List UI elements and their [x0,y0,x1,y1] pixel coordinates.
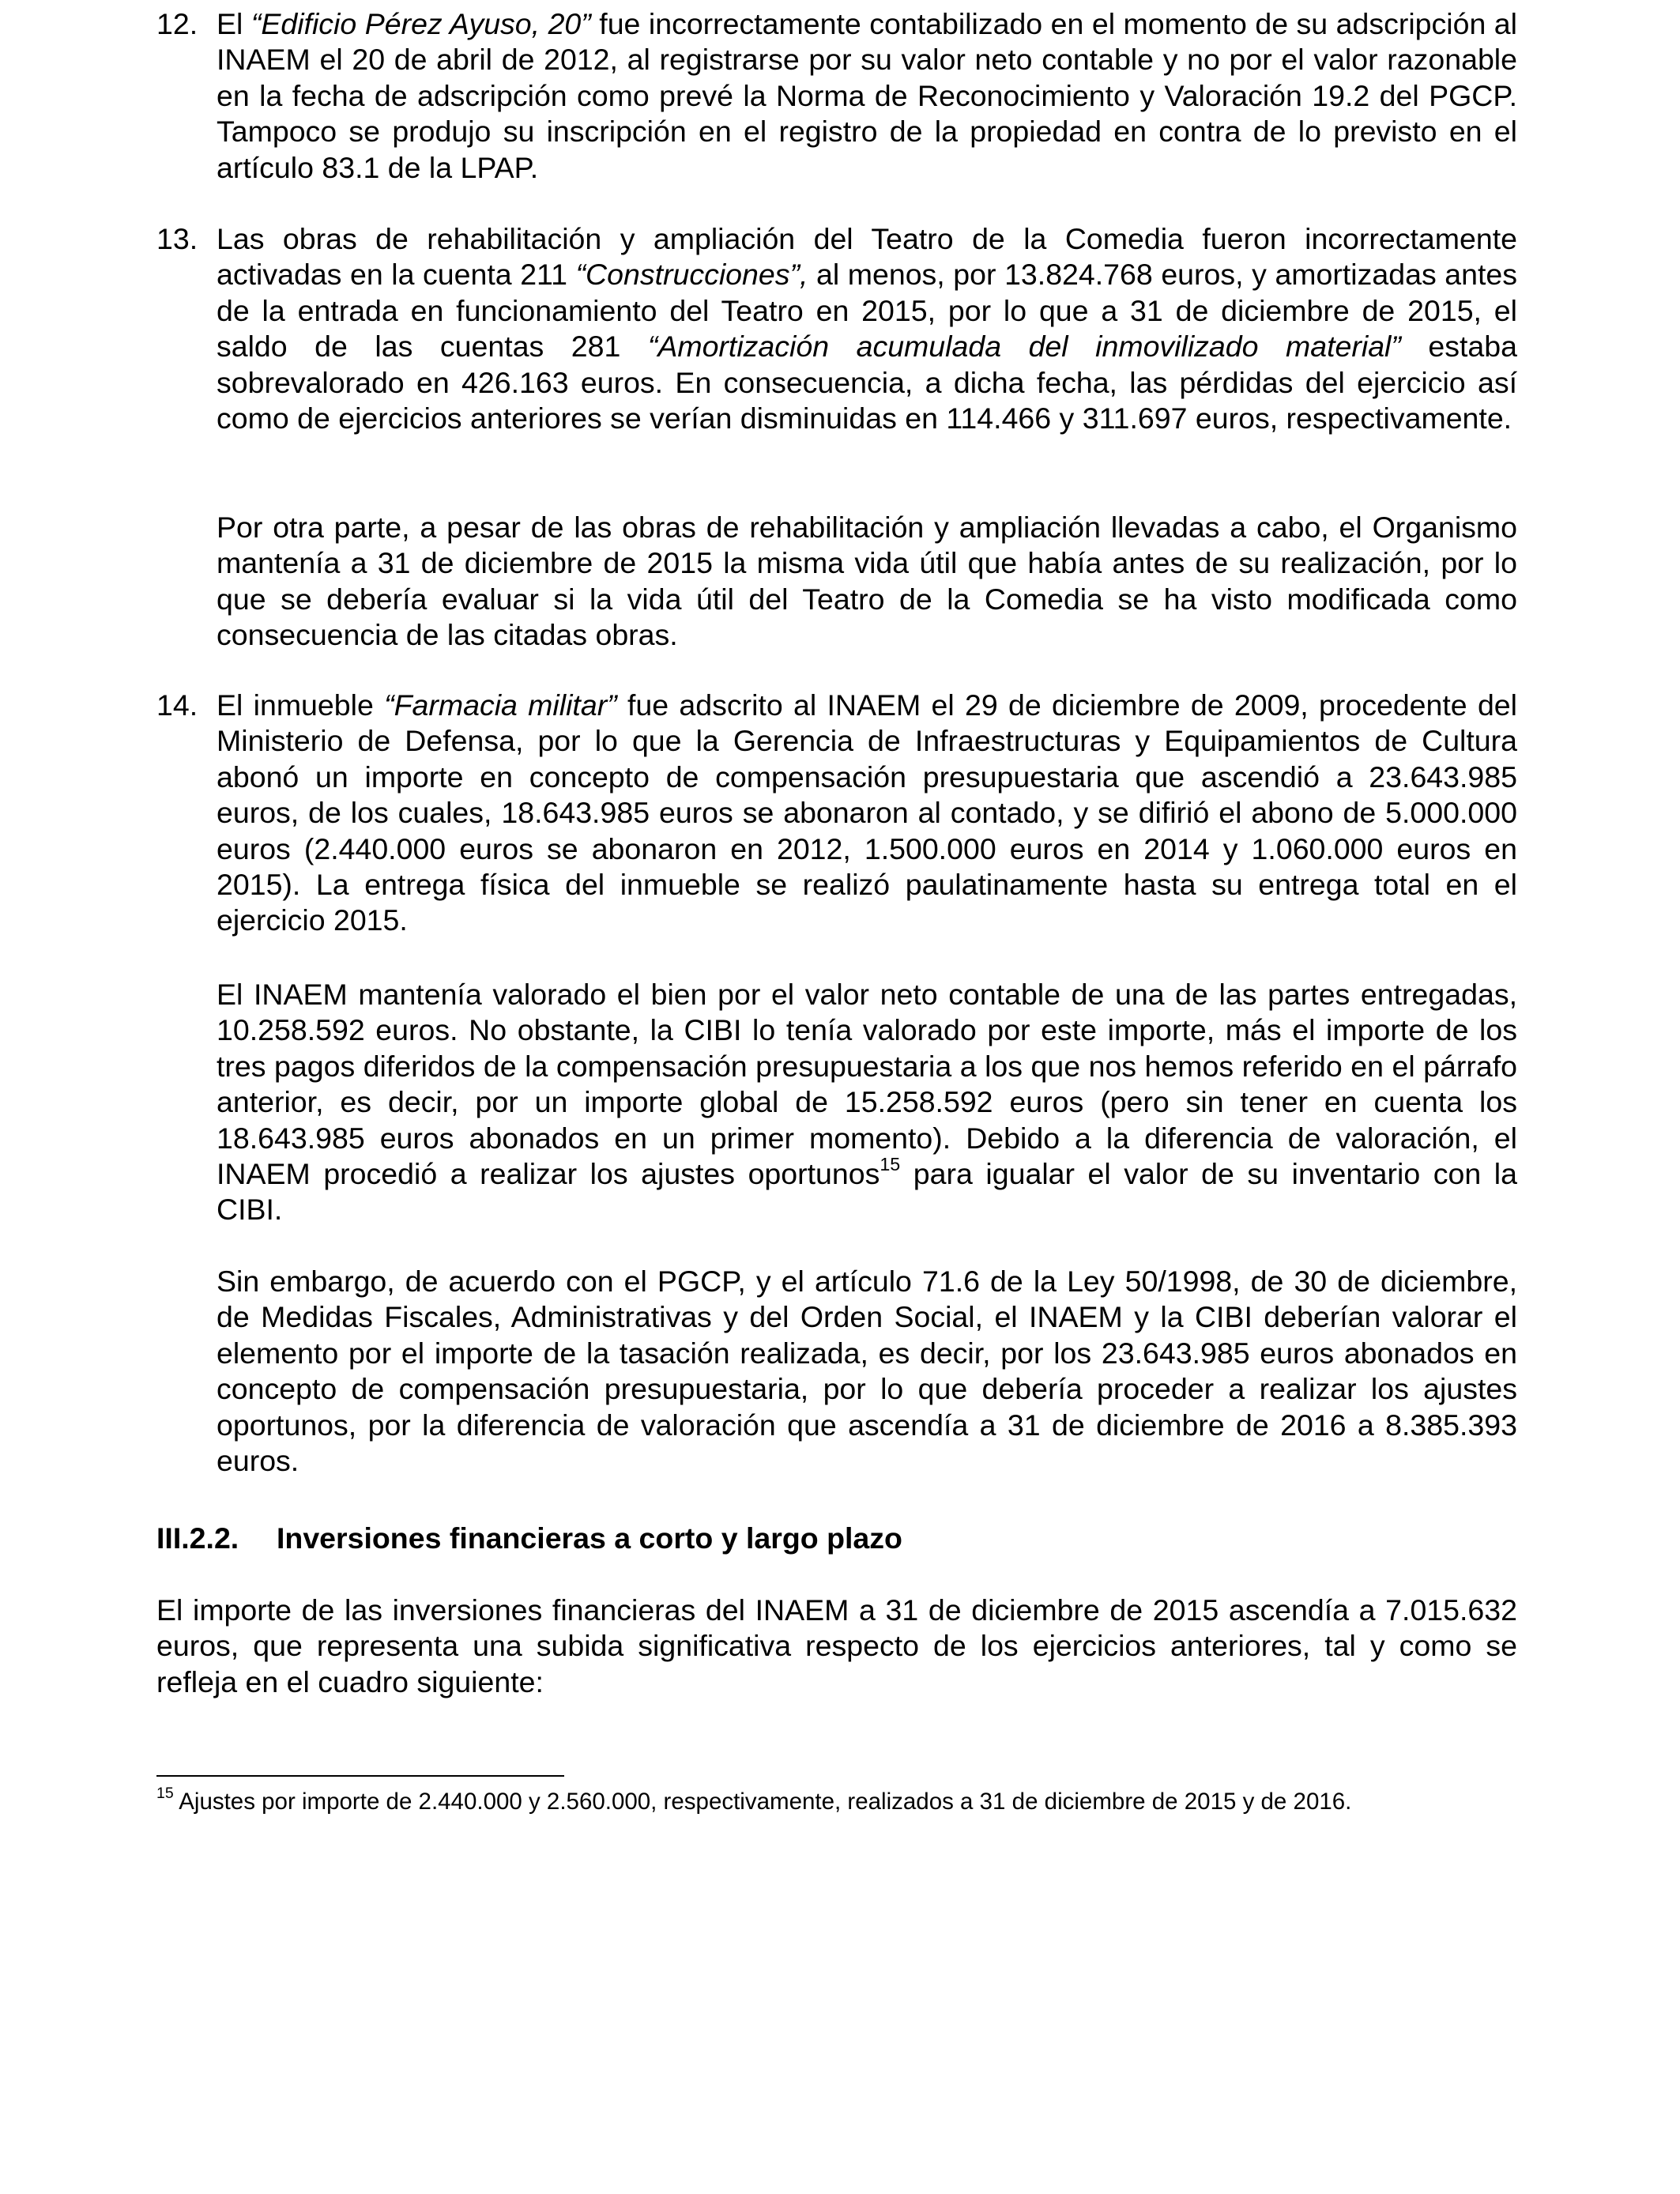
italic-term: “Edificio Pérez Ayuso, 20” [250,7,591,40]
list-item-12 [156,6,1517,186]
section-title: Inversiones financieras a corto y largo plazo [277,1521,902,1555]
paragraph: Por otra parte, a pesar de las obras de rehabilitación y ampliación llevadas a cabo, el Organismo mantenía a 31 de diciembre de 2015 la misma vida útil que había antes de su realización, por lo que se debería evaluar si la vida útil del Teatro de la Comedia se ha visto modificada como consecuencia de las citadas obras. [217,511,1517,652]
list-item-number: 12. [156,7,198,40]
footnote-number: 15 [156,1785,174,1803]
list-item-13 [156,221,1517,436]
italic-term: “Construcciones”, [575,258,808,292]
paragraph: El importe de las inversiones financieras del INAEM a 31 de diciembre de 2015 ascendía a 7.015.632 euros, que representa una subida significativa respecto de los ejercicios anteriores, tal y como se refleja en el cuadro siguiente: [156,1593,1517,1698]
footnote [156,1785,1517,1816]
paragraph: El inmueble “Farmacia militar” fue adscrito al INAEM el 29 de diciembre de 2009, procedente del Ministerio de Defensa, por lo que la Gerencia de Infraestructuras y Equipamientos de Cultura abonó un importe en concepto de compensación presupuestaria que ascendió a 23.643.985 euros, de los cuales, 18.643.985 euros se abonaron al contado, y se difirió el abono de 5.000.000 euros (2.440.000 euros se abonaron en 2012, 1.500.000 euros en 2014 y 1.060.000 euros en 2015). La entrega física del inmueble se realizó paulatinamente hasta su entrega total en el ejercicio 2015. [217,688,1517,937]
footnote-separator [156,1775,564,1777]
section-number: III.2.2. [156,1521,239,1555]
list-item-number: 13. [156,222,198,255]
list-item-number: 14. [156,688,198,722]
italic-term: “Farmacia militar” [384,688,617,722]
paragraph: El “Edificio Pérez Ayuso, 20” fue incorrectamente contabilizado en el momento de su adscripción al INAEM el 20 de abril de 2012, al registrarse por su valor neto contable y no por el valor razonable en la fecha de adscripción como prevé la Norma de Reconocimiento y Valoración 19.2 del PGCP. Tampoco se produjo su inscripción en el registro de la propiedad en contra de lo previsto en el artículo 83.1 de la LPAP. [217,7,1517,184]
italic-term: “Amortización acumulada del inmovilizado material” [647,330,1401,364]
section-heading [156,1521,1517,1556]
paragraph: Las obras de rehabilitación y ampliación del Teatro de la Comedia fueron incorrectamente activadas en la cuenta 211 “Construcciones”, al menos, por 13.824.768 euros, y amortizadas antes de la entrada en funcionamiento del Teatro en 2015, por lo que a 31 de diciembre de 2015, el saldo de las cuentas 281 “Amortización acumulada del inmovilizado material” estaba sobrevalorado en 426.163 euros. En consecuencia, a dicha fecha, las pérdidas del ejercicio así como de ejercicios anteriores se verían disminuidas en 114.466 y 311.697 euros, respectivamente. [217,222,1517,435]
footnote-text: Ajustes por importe de 2.440.000 y 2.560.000, respectivamente, realizados a 31 de diciembre de 2015 y de 2016. [173,1789,1352,1815]
list-item-14 [156,688,1517,939]
footnote-reference[interactable]: 15 [880,1154,901,1175]
paragraph: Sin embargo, de acuerdo con el PGCP, y el artículo 71.6 de la Ley 50/1998, de 30 de diciembre, de Medidas Fiscales, Administrativas y del Orden Social, el INAEM y la CIBI deberían valorar el elemento por el importe de la tasación realizada, es decir, por los 23.643.985 euros abonados en concepto de compensación presupuestaria, por lo que debería proceder a realizar los ajustes oportunos, por la diferencia de valoración que ascendía a 31 de diciembre de 2016 a 8.385.393 euros. [217,1265,1517,1478]
paragraph: El INAEM mantenía valorado el bien por el valor neto contable de una de las partes entregadas, 10.258.592 euros. No obstante, la CIBI lo tenía valorado por este importe, más el importe de los tres pagos diferidos de la compensación presupuestaria a los que nos hemos referido en el párrafo anterior, es decir, por un importe global de 15.258.592 euros (pero sin tener en cuenta los 18.643.985 euros abonados en un primer momento). Debido a la diferencia de valoración, el INAEM procedió a realizar los ajustes oportunos$^{15}$ para igualar el valor de su inventario con la CIBI. [217,978,1517,1227]
